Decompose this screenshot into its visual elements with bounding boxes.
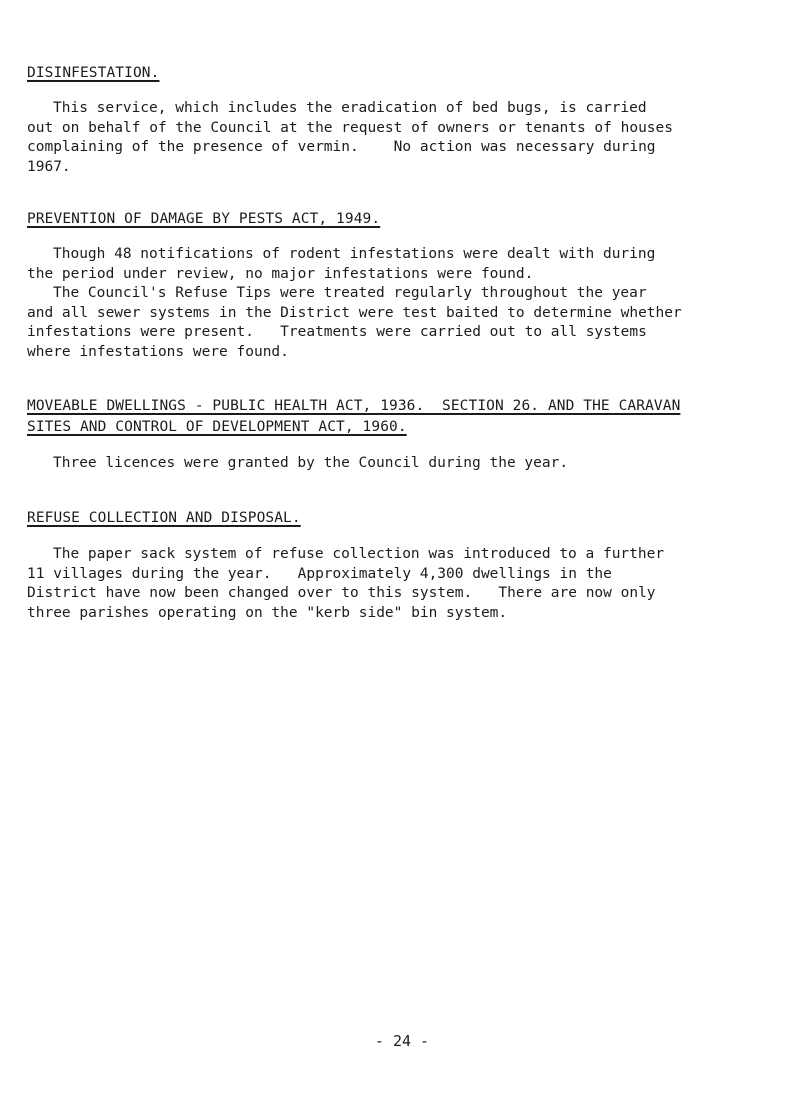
heading-moveable-dwellings: MOVEABLE DWELLINGS - PUBLIC HEALTH ACT, 1936. SECTION 26. AND THE CARAVAN [27,398,681,414]
page-number: - 24 - [374,1032,430,1050]
text-line: District have now been changed over to this system. There are now only [27,585,656,601]
heading-prevention-of-damage: PREVENTION OF DAMAGE BY PESTS ACT, 1949. [27,211,381,227]
text-line: Though 48 notifications of rodent infestations were dealt with during [53,246,656,262]
text-line: 11 villages during the year. Approximately 4,300 dwellings in the [27,565,612,582]
text-line: and all sewer systems in the District were test baited to determine whether [27,304,682,321]
heading-refuse-collection: REFUSE COLLECTION AND DISPOSAL. [27,510,301,526]
text-line: Three licences were granted by the Council during the year. [53,455,569,471]
text-line: The Council's Refuse Tips were treated regularly throughout the year [53,285,647,301]
text-line: three parishes operating on the "kerb side" bin system. [27,604,508,621]
text-line: the period under review, no major infestations were found. [27,265,534,282]
paragraph-moveable-dwellings [27,454,779,474]
text-line: This service, which includes the eradication of bed bugs, is carried [53,100,647,116]
text-line: complaining of the presence of vermin. No action was necessary during [27,139,656,155]
text-line: out on behalf of the Council at the request of owners or tenants of houses [27,119,674,136]
paragraph-disinfestation [27,99,779,177]
text-line: The paper sack system of refuse collection was introduced to a further [53,546,665,562]
heading-disinfestation: DISINFESTATION. [27,65,160,81]
paragraph-prevention-of-damage [27,245,779,362]
text-line: where infestations were found. [27,343,289,360]
text-line: infestations were present. Treatments were carried out to all systems [27,324,647,340]
text-line: 1967. [27,158,71,175]
heading-caravan-sites: SITES AND CONTROL OF DEVELOPMENT ACT, 1960. [27,419,407,435]
paragraph-refuse-collection [27,545,779,623]
